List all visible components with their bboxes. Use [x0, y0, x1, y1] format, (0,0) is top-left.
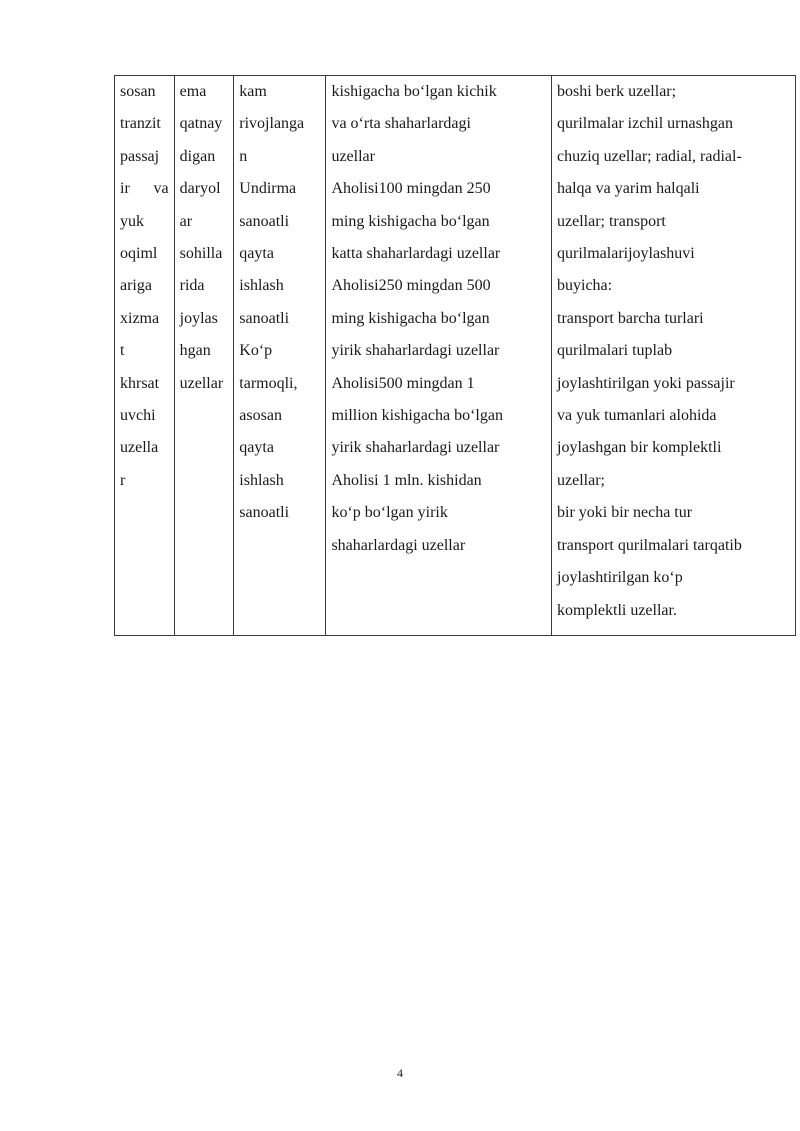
text-line: rivojlanga — [239, 115, 305, 133]
text-line: ar — [179, 212, 193, 230]
text-line: joylashtirilgan yoki passajir — [557, 374, 735, 392]
text-line: ming kishigacha bo‘lgan — [331, 212, 490, 230]
table-cell-industry-type — [234, 76, 326, 636]
text-line: joylashtirilgan ko‘p — [557, 569, 683, 587]
text-line: sanoatli — [239, 504, 290, 522]
text-line: uvchi — [120, 407, 156, 425]
text-line: ir va — [120, 180, 169, 198]
text-line: qurilmalar izchil urnashgan — [557, 115, 733, 133]
text-line: tarmoqli, — [239, 374, 298, 392]
text-line: sanoatli — [239, 212, 290, 230]
text-line: va yuk tumanlari alohida — [557, 407, 717, 425]
text-line: ema — [179, 83, 207, 100]
text-line: kam — [239, 83, 267, 100]
text-line: passaj — [120, 147, 160, 165]
text-line: uzellar — [331, 147, 375, 165]
text-line: sanoatli — [239, 309, 290, 327]
text-line: yirik shaharlardagi uzellar — [331, 439, 500, 457]
text-line: sosan — [120, 83, 156, 100]
text-line: yuk — [120, 212, 144, 230]
text-line: uzellar; transport — [557, 212, 666, 230]
text-line: qayta — [239, 245, 274, 263]
text-line: Undirma — [239, 180, 297, 198]
page-number: 4 — [397, 1066, 403, 1080]
text-line: buyicha: — [557, 277, 613, 295]
text-line: ishlash — [239, 471, 284, 489]
text-line: rida — [179, 277, 205, 295]
text-line: qurilmalarijoylashuvi — [557, 245, 695, 263]
text-line: shaharlardagi uzellar — [331, 536, 466, 554]
text-line: qurilmalari tuplab — [557, 342, 673, 360]
table-cell-transit-nodes — [115, 76, 175, 636]
text-line: xizma — [120, 309, 160, 327]
text-line: uzella — [120, 439, 159, 457]
text-line: million kishigacha bo‘lgan — [331, 407, 503, 425]
text-line: qayta — [239, 439, 274, 457]
text-line: tranzit — [120, 115, 161, 133]
text-line: kishigacha bo‘lgan kichik — [331, 83, 497, 100]
text-line: asosan — [239, 407, 282, 425]
text-line: joylashgan bir komplektli — [557, 439, 722, 457]
text-line: hgan — [179, 342, 211, 360]
text-line: halqa va yarim halqali — [557, 180, 700, 198]
text-line: uzellar — [179, 374, 224, 392]
text-line: Aholisi250 mingdan 500 — [331, 277, 491, 295]
table-cell-city-size — [326, 76, 552, 636]
text-line: ming kishigacha bo‘lgan — [331, 309, 490, 327]
text-line: Aholisi 1 mln. kishidan — [331, 471, 482, 489]
table-cell-node-layout — [552, 76, 796, 636]
content-table — [114, 75, 796, 636]
text-line: yirik shaharlardagi uzellar — [331, 342, 500, 360]
text-line: boshi berk uzellar; — [557, 83, 677, 100]
text-line: ariga — [120, 277, 152, 295]
table-row — [115, 76, 796, 636]
text-line: Ko‘p — [239, 342, 273, 360]
text-line: khrsat — [120, 374, 160, 392]
text-line: uzellar; — [557, 471, 605, 489]
text-line: Aholisi100 mingdan 250 — [331, 180, 491, 198]
text-line: katta shaharlardagi uzellar — [331, 245, 501, 263]
text-line: bir yoki bir necha tur — [557, 504, 693, 522]
text-line: transport qurilmalari tarqatib — [557, 536, 742, 554]
text-line: ishlash — [239, 277, 284, 295]
text-line: sohilla — [179, 245, 223, 263]
text-line: r — [120, 471, 126, 489]
text-line: chuziq uzellar; radial, radial- — [557, 147, 742, 165]
text-line: komplektli uzellar. — [557, 601, 677, 619]
text-line: digan — [179, 147, 216, 165]
text-line: ko‘p bo‘lgan yirik — [331, 504, 448, 522]
text-line: Aholisi500 mingdan 1 — [331, 374, 475, 392]
text-line: n — [239, 147, 248, 165]
table-cell-river-nodes — [174, 76, 234, 636]
text-line: joylas — [179, 309, 218, 327]
text-line: t — [120, 342, 125, 360]
text-line: oqiml — [120, 245, 158, 263]
text-line: qatnay — [179, 115, 223, 133]
text-line: daryol — [179, 180, 221, 198]
text-line: va o‘rta shaharlardagi — [331, 115, 471, 133]
text-line: transport barcha turlari — [557, 309, 704, 327]
